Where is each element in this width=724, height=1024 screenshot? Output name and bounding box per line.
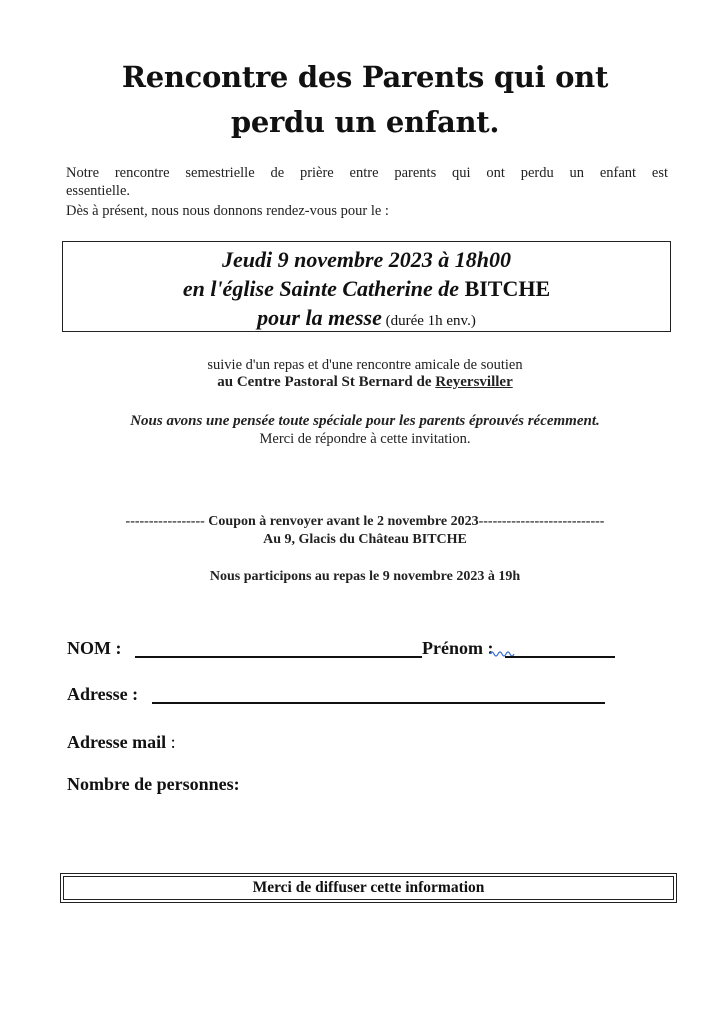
event-duration: (durée 1h env.) [381, 313, 476, 329]
mail-colon: : [166, 732, 176, 752]
venue-town: Reyersviller [435, 374, 513, 390]
event-location-city: BITCHE [464, 276, 551, 301]
intro-line-1: Notre rencontre semestrielle de prière entre parents qui ont perdu un enfant est [66, 165, 668, 181]
nom-input-line[interactable] [135, 656, 422, 658]
coupon-address: Au 9, Glacis du Château BITCHE [263, 532, 467, 547]
reply-request: Merci de répondre à cette invitation. [259, 431, 471, 447]
mail-label-text: Adresse mail [67, 732, 167, 752]
event-box [62, 241, 671, 332]
intro-line-3: Dès à présent, nous nous donnons rendez-vous pour le : [66, 203, 389, 219]
footer-box [60, 873, 677, 903]
event-location-prefix: en l'église Sainte Catherine de [182, 276, 465, 301]
event-mass-label: pour la messe [257, 305, 382, 330]
prenom-input-line[interactable] [505, 656, 615, 658]
adresse-input-line[interactable] [152, 702, 605, 704]
prenom-colon: : [482, 638, 494, 658]
intro-line-2: essentielle. [66, 183, 131, 199]
meal-line: suivie d'un repas et d'une rencontre amicale de soutien [207, 357, 523, 373]
coupon-header [60, 512, 670, 531]
nom-label: NOM : [67, 638, 122, 658]
coupon-dashes-right: --------------------------- [478, 514, 605, 529]
mail-label [67, 731, 176, 753]
venue-line [60, 373, 670, 392]
footer-text: Merci de diffuser cette information [252, 879, 485, 896]
event-date-time: Jeudi 9 novembre 2023 à 18h00 [221, 247, 512, 272]
title-line-2: perdu un enfant. [230, 105, 500, 139]
prenom-label [422, 637, 493, 659]
event-location [63, 275, 670, 303]
coupon-dashes-left: ----------------- [125, 514, 209, 529]
prenom-label-text: Prénom [422, 638, 483, 658]
special-thought: Nous avons une pensée toute spéciale pour les parents éprouvés récemment. [130, 413, 600, 429]
adresse-label: Adresse : [67, 684, 139, 704]
coupon-participation: Nous participons au repas le 9 novembre 2023 à 19h [209, 569, 521, 584]
title-line-1: Rencontre des Parents qui ont [121, 60, 609, 94]
venue-prefix: au Centre Pastoral St Bernard de [217, 374, 436, 390]
event-mass [63, 304, 670, 335]
persons-label: Nombre de personnes: [67, 774, 240, 794]
coupon-header-text: Coupon à renvoyer avant le 2 novembre 2023 [208, 514, 479, 529]
